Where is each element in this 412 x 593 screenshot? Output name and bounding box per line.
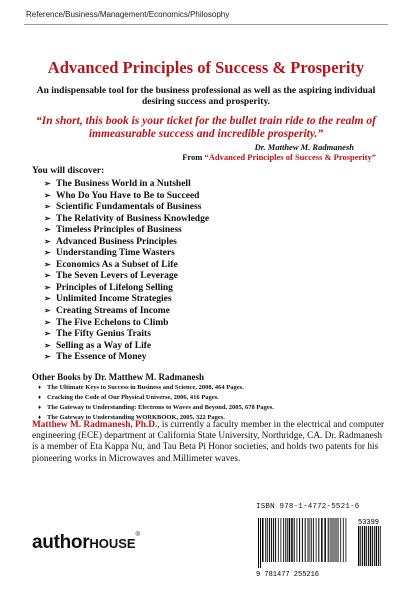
barcode-bar xyxy=(316,518,317,562)
discover-item-label: The Essence of Money xyxy=(56,352,147,363)
book-title: Advanced Principles of Success & Prosperity xyxy=(47,58,365,77)
quote-author: Dr. Matthew M. Radmanesh xyxy=(254,142,354,152)
barcode-bar xyxy=(269,518,270,562)
arrow-bullet-icon: ➢ xyxy=(44,213,51,223)
divider xyxy=(24,24,388,25)
barcode-bar xyxy=(302,518,303,562)
barcode-bar xyxy=(281,518,282,562)
discover-item xyxy=(44,270,209,282)
arrow-bullet-icon: ➢ xyxy=(44,259,51,269)
discover-item xyxy=(44,328,209,340)
discover-item-label: The Relativity of Business Knowledge xyxy=(56,213,210,224)
barcode-addon-bar xyxy=(358,526,359,566)
arrow-bullet-icon: ➢ xyxy=(44,225,51,235)
barcode-bar xyxy=(299,518,300,562)
author-bio xyxy=(32,420,390,465)
barcode-addon-bar xyxy=(366,526,367,566)
barcode-addon-bar xyxy=(374,526,375,566)
other-book-label: The Gateway to Understanding WORKBOOK, 2005, 322 Pages. xyxy=(47,414,225,421)
discover-item-label: Creating Streams of Income xyxy=(56,306,170,317)
barcode-bar xyxy=(271,518,272,562)
other-book-label: The Ultimate Keys to Success in Business and Science, 2008, 464 Pages. xyxy=(47,384,244,391)
discover-heading: You will discover: xyxy=(32,166,105,176)
discover-item xyxy=(44,213,209,225)
other-book-item xyxy=(38,383,274,393)
arrow-bullet-icon: ➢ xyxy=(44,329,51,339)
intro-text: An indispensable tool for the business professional as well as the aspiring individual desiring success and prosperity. xyxy=(36,86,376,107)
discover-item-label: Who Do You Have to Be to Succeed xyxy=(56,190,200,201)
barcode-bar xyxy=(311,518,312,562)
arrow-bullet-icon: ➢ xyxy=(44,202,51,212)
barcode-addon-bar xyxy=(372,526,373,566)
barcode-addon-bar xyxy=(368,526,369,566)
barcode-addon-bar xyxy=(364,526,365,566)
discover-item-label: The Five Echelons to Climb xyxy=(56,317,169,328)
barcode-bar xyxy=(328,518,329,562)
barcode xyxy=(254,516,384,578)
other-book-label: Cracking the Code of Our Physical Universe, 2006, 416 Pages. xyxy=(47,394,219,401)
registered-mark: ® xyxy=(135,532,140,538)
discover-item-label: Timeless Principles of Business xyxy=(56,225,182,236)
arrow-bullet-icon: ➢ xyxy=(44,306,51,316)
discover-item xyxy=(44,247,209,259)
discover-item xyxy=(44,259,209,271)
barcode-bar xyxy=(291,518,293,562)
publisher-logo-part1: author xyxy=(32,532,90,553)
author-bio-text: , is currently a faculty member in the electrical and computer engineering (ECE) department at California State University, Northridge, CA. Dr. Radmanesh is a member of Eta Kappa Nu, and Tau Beta Pi Honor societies, and holds two patents for his pioneering works in Microwaves and Millimeter waves. xyxy=(32,420,385,464)
barcode-addon-bar xyxy=(370,526,371,566)
barcode-bar xyxy=(265,518,266,562)
discover-item xyxy=(44,178,209,190)
diamond-bullet-icon: ♦ xyxy=(38,385,42,391)
barcode-number: 9 781477 255216 xyxy=(256,571,320,578)
discover-item-label: The Fifty Genius Traits xyxy=(56,329,151,340)
barcode-bar xyxy=(278,518,279,562)
barcode-bar xyxy=(321,518,323,562)
discover-item xyxy=(44,282,209,294)
barcode-bar xyxy=(305,518,306,562)
diamond-bullet-icon: ♦ xyxy=(38,415,42,421)
arrow-bullet-icon: ➢ xyxy=(44,282,51,292)
discover-item xyxy=(44,201,209,213)
barcode-bar xyxy=(285,518,286,562)
other-book-item xyxy=(38,403,274,413)
quote-source-title: “Advanced Principles of Success & Prosperity” xyxy=(204,152,376,162)
arrow-bullet-icon: ➢ xyxy=(44,190,51,200)
discover-item-label: Unlimited Income Strategies xyxy=(56,294,172,305)
arrow-bullet-icon: ➢ xyxy=(44,179,51,188)
discover-item xyxy=(44,305,209,317)
barcode-bar xyxy=(287,518,288,562)
other-books-list xyxy=(38,383,274,423)
barcode-addon-bar xyxy=(362,526,363,566)
barcode-bar xyxy=(310,518,311,562)
barcode-bar xyxy=(343,518,344,562)
arrow-bullet-icon: ➢ xyxy=(44,248,51,258)
discover-item-label: The Seven Levers of Leverage xyxy=(56,271,178,282)
arrow-bullet-icon: ➢ xyxy=(44,352,51,362)
barcode-bar xyxy=(283,518,284,562)
barcode-bar xyxy=(336,518,337,562)
pull-quote: “In short, this book is your ticket for the bullet train ride to the realm of immeasurable success and incredible prosperity.” xyxy=(36,115,376,140)
quote-source-prefix: From xyxy=(182,152,205,162)
barcode-bar xyxy=(273,518,274,562)
barcode-bar xyxy=(340,518,341,562)
discover-item-label: Understanding Time Wasters xyxy=(56,248,175,259)
barcode-bar xyxy=(258,518,259,568)
other-book-item xyxy=(38,393,274,403)
price-code: 53399 xyxy=(358,519,380,527)
other-books-heading: Other Books by Dr. Matthew M. Radmanesh xyxy=(32,372,205,382)
other-book-label: The Gateway to Understanding: Electrons to Waves and Beyond, 2005, 678 Pages. xyxy=(47,404,274,411)
isbn-label: ISBN 978-1-4772-5521-6 xyxy=(256,503,360,511)
discover-item xyxy=(44,190,209,202)
barcode-bar xyxy=(334,518,335,562)
barcode-bar xyxy=(330,518,331,562)
discover-item-label: Scientific Fundamentals of Business xyxy=(56,202,202,213)
arrow-bullet-icon: ➢ xyxy=(44,317,51,327)
barcode-bar xyxy=(267,518,268,562)
barcode-bar xyxy=(289,518,291,562)
barcode-bar xyxy=(262,518,264,562)
barcode-bar xyxy=(294,518,295,562)
barcode-graphic xyxy=(254,516,384,578)
barcode-bar xyxy=(313,518,314,562)
barcode-bar xyxy=(297,518,298,562)
barcode-addon-bar xyxy=(360,526,361,566)
discover-item-label: Advanced Business Principles xyxy=(56,236,177,247)
barcode-addon-bar xyxy=(378,526,379,566)
barcode-bar xyxy=(260,518,261,568)
discover-item-label: Economics As a Subset of Life xyxy=(56,259,178,270)
barcode-addon-bar xyxy=(376,526,377,566)
barcode-bar xyxy=(318,518,319,562)
discover-item xyxy=(44,236,209,248)
discover-item xyxy=(44,224,209,236)
barcode-bar xyxy=(332,518,333,562)
publisher-logo-part2: HOUSE xyxy=(89,536,136,551)
discover-item xyxy=(44,317,209,329)
arrow-bullet-icon: ➢ xyxy=(44,271,51,281)
barcode-bar xyxy=(308,518,309,562)
category-line: Reference/Business/Management/Economics/Philosophy xyxy=(26,10,230,19)
barcode-bar xyxy=(338,518,339,562)
discover-item-label: Selling as a Way of Life xyxy=(56,340,152,351)
discover-item xyxy=(44,340,209,352)
arrow-bullet-icon: ➢ xyxy=(44,236,51,246)
diamond-bullet-icon: ♦ xyxy=(38,405,42,411)
discover-item-label: The Business World in a Nutshell xyxy=(56,179,191,189)
barcode-bar xyxy=(346,518,347,562)
discover-item xyxy=(44,351,209,363)
barcode-bar xyxy=(275,518,276,562)
diamond-bullet-icon: ♦ xyxy=(38,395,42,401)
arrow-bullet-icon: ➢ xyxy=(44,294,51,304)
discover-item-label: Principles of Lifelong Selling xyxy=(56,282,173,293)
barcode-bar xyxy=(324,518,326,562)
arrow-bullet-icon: ➢ xyxy=(44,340,51,350)
quote-source xyxy=(182,152,376,162)
author-name: Matthew M. Radmanesh, Ph.D. xyxy=(32,420,158,430)
publisher-logo xyxy=(32,532,140,554)
discover-item xyxy=(44,293,209,305)
barcode-addon-bar xyxy=(380,526,381,566)
discover-list xyxy=(44,178,209,363)
